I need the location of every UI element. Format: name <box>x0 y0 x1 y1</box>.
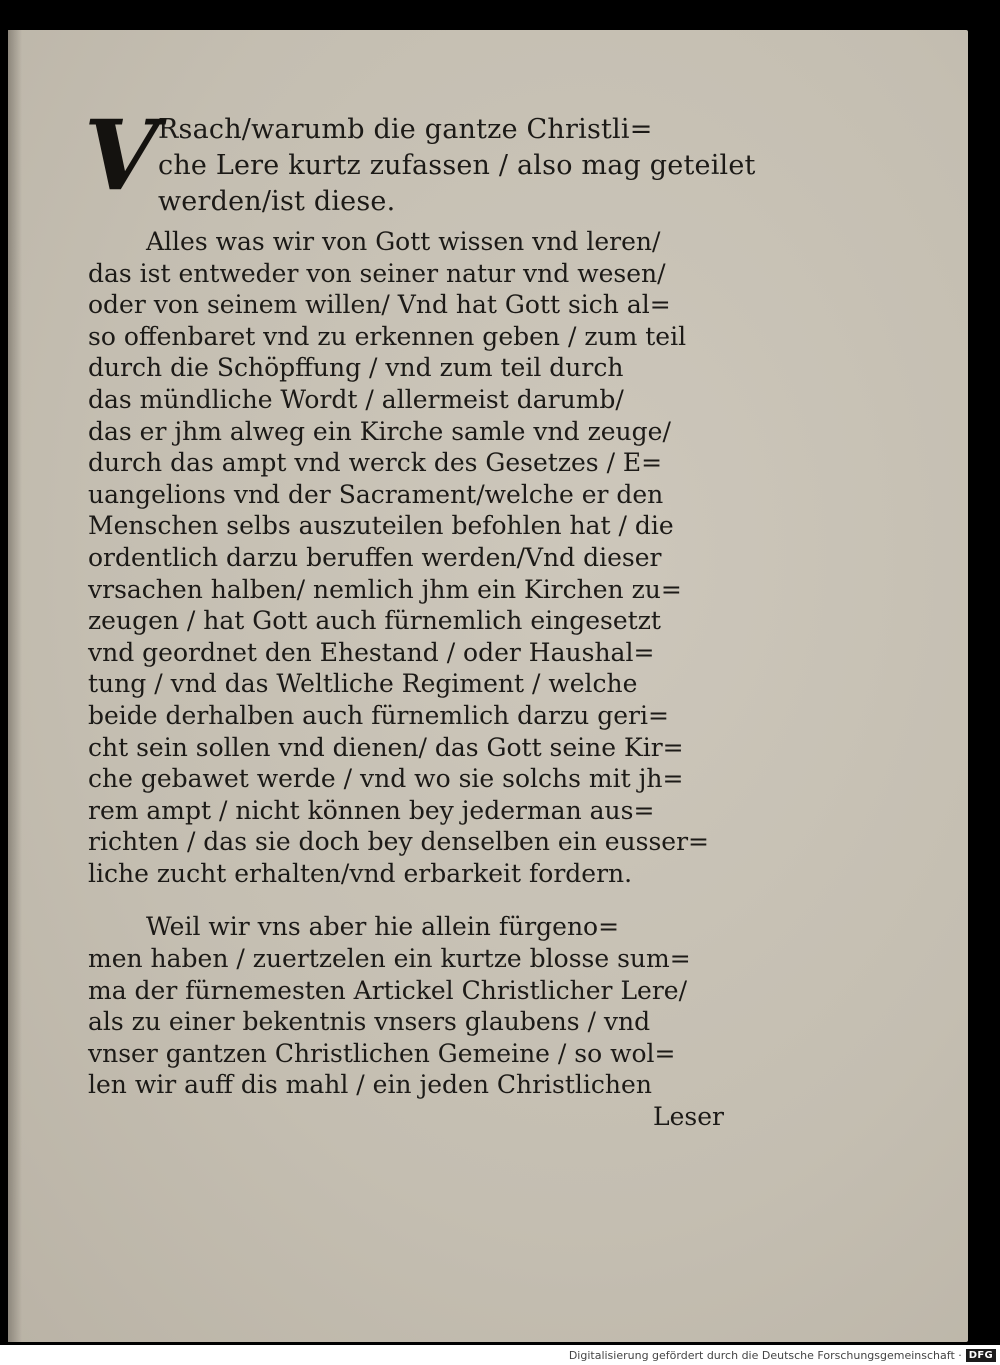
text-line: als zu einer bekentnis vnsers glaubens / vnd <box>88 1007 651 1037</box>
heading-line: Rsach/warumb die gantze Christli= <box>158 114 653 145</box>
text-line: men haben / zuertzelen ein kurtze blosse sum= <box>88 944 691 974</box>
text-line: Alles was wir von Gott wissen vnd leren/ <box>146 227 661 256</box>
text-line: oder von seinem willen/ Vnd hat Gott sich al= <box>88 290 671 320</box>
text-line: Menschen selbs auszuteilen befohlen hat / die <box>88 511 674 541</box>
decorated-initial: V <box>84 99 159 212</box>
text-line: ordentlich darzu beruffen werden/Vnd dieser <box>88 542 662 572</box>
text-line: uangelions vnd der Sacrament/welche er den <box>88 479 664 509</box>
text-line: vrsachen halben/ nemlich jhm ein Kirchen zu= <box>88 574 682 604</box>
section-heading <box>84 99 756 220</box>
text-line: das mündliche Wordt / allermeist darumb/ <box>88 384 624 414</box>
text-line: len wir auff dis mahl / ein jeden Christlichen <box>88 1070 652 1100</box>
heading-line: che Lere kurtz zufassen / also mag geteilet <box>158 150 756 181</box>
paragraph-2 <box>88 911 728 1133</box>
text-line: liche zucht erhalten/vnd erbarkeit fordern. <box>88 858 633 888</box>
catchword: Leser <box>653 1102 724 1132</box>
text-line: durch die Schöpffung / vnd zum teil durch <box>88 353 624 383</box>
text-line: das ist entweder von seiner natur vnd wesen/ <box>88 258 666 288</box>
page-gutter-shadow <box>8 30 22 1342</box>
funding-notice: Digitalisierung gefördert durch die Deutsche Forschungsgemeinschaft · <box>568 1348 962 1362</box>
text-line: tung / vnd das Weltliche Regiment / welche <box>88 669 638 699</box>
dfg-logo: DFG <box>966 1349 996 1362</box>
page-text <box>84 99 756 1133</box>
text-line: rem ampt / nicht können bey jederman aus= <box>88 795 655 825</box>
text-line: vnd geordnet den Ehestand / oder Haushal= <box>88 637 655 667</box>
book-page <box>8 30 968 1342</box>
text-line: beide derhalben auch fürnemlich darzu geri= <box>88 700 669 730</box>
text-line: durch das ampt vnd werck des Gesetzes / E= <box>88 448 663 478</box>
text-line: ma der fürnemesten Artickel Christlicher Lere/ <box>88 975 688 1005</box>
text-line: so offenbaret vnd zu erkennen geben / zum teil <box>88 321 687 351</box>
text-line: zeugen / hat Gott auch fürnemlich eingesetzt <box>88 606 661 636</box>
text-line: vnser gantzen Christlichen Gemeine / so wol= <box>88 1038 676 1068</box>
text-line: che gebawet werde / vnd wo sie solchs mit jh= <box>88 764 684 794</box>
digitization-footer <box>569 1347 996 1363</box>
text-line: cht sein sollen vnd dienen/ das Gott seine Kir= <box>88 732 684 762</box>
text-line: richten / das sie doch bey denselben ein eusser= <box>88 827 709 857</box>
paragraph-1 <box>88 226 728 889</box>
heading-line: werden/ist diese. <box>158 186 396 217</box>
text-line: das er jhm alweg ein Kirche samle vnd zeuge/ <box>88 416 671 446</box>
text-line: Weil wir vns aber hie allein fürgeno= <box>146 912 620 942</box>
